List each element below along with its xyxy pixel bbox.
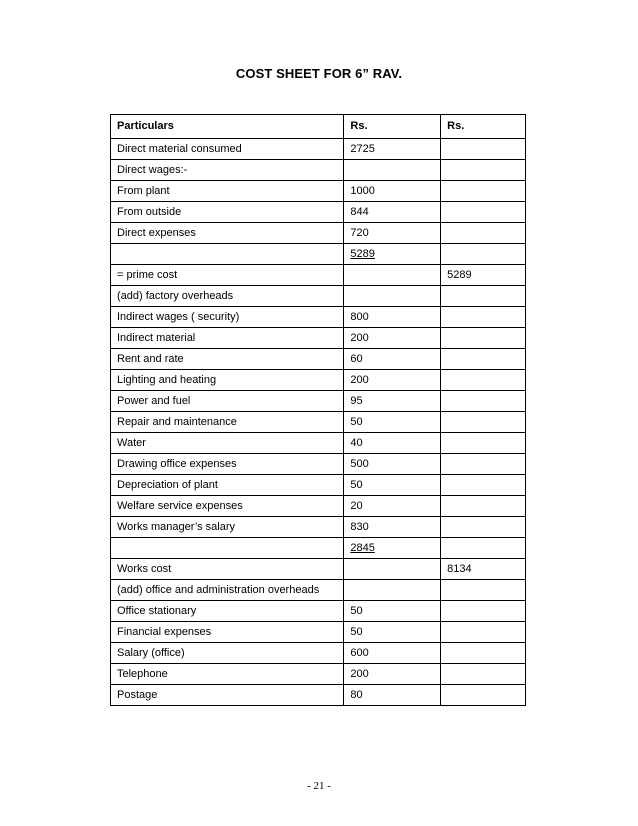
cell-rs-1 xyxy=(344,160,441,181)
cell-particulars-text: Drawing office expenses xyxy=(117,457,237,470)
cell-particulars-text: Indirect wages ( security) xyxy=(117,310,240,323)
cell-rs-1 xyxy=(344,601,441,622)
cell-rs-2 xyxy=(441,601,526,622)
table-row xyxy=(111,496,526,517)
cell-particulars-text: Salary (office) xyxy=(117,646,185,659)
cell-rs-1 xyxy=(344,538,441,559)
cell-particulars-text: Telephone xyxy=(117,667,168,680)
cell-particulars xyxy=(111,622,344,643)
table-row xyxy=(111,328,526,349)
cell-rs-1-text: 5289 xyxy=(350,247,375,260)
table-header-row xyxy=(111,115,526,139)
cell-rs-1 xyxy=(344,517,441,538)
cell-particulars-text: Financial expenses xyxy=(117,625,212,638)
cost-sheet-table xyxy=(110,114,526,706)
table-row xyxy=(111,160,526,181)
cell-rs-1-text: 830 xyxy=(350,520,369,533)
cell-particulars-text: (add) factory overheads xyxy=(117,289,234,302)
cell-rs-1 xyxy=(344,454,441,475)
cell-rs-2 xyxy=(441,475,526,496)
cell-particulars xyxy=(111,454,344,475)
cell-rs-2 xyxy=(441,391,526,412)
cell-particulars-text: = prime cost xyxy=(117,268,178,281)
cell-particulars-text: Welfare service expenses xyxy=(117,499,243,512)
cell-particulars-text: Water xyxy=(117,436,146,449)
cell-rs-2-text: 8134 xyxy=(447,562,472,575)
cell-particulars-text: Office stationary xyxy=(117,604,197,617)
cell-rs-1 xyxy=(344,664,441,685)
cell-particulars xyxy=(111,643,344,664)
cell-particulars xyxy=(111,328,344,349)
cell-rs-2 xyxy=(441,559,526,580)
cell-rs-1-text: 95 xyxy=(350,394,363,407)
cell-rs-2 xyxy=(441,517,526,538)
header-particulars: Particulars xyxy=(111,115,344,139)
cell-particulars xyxy=(111,370,344,391)
cell-rs-2 xyxy=(441,664,526,685)
cell-particulars-text: Repair and maintenance xyxy=(117,415,237,428)
cell-rs-1-text: 20 xyxy=(350,499,363,512)
cell-particulars xyxy=(111,496,344,517)
cell-particulars xyxy=(111,538,344,559)
table-row xyxy=(111,181,526,202)
cell-particulars xyxy=(111,391,344,412)
cell-rs-1-text: 200 xyxy=(350,373,369,386)
cell-rs-2 xyxy=(441,202,526,223)
cell-rs-2 xyxy=(441,370,526,391)
cell-rs-1-text: 500 xyxy=(350,457,369,470)
cell-particulars xyxy=(111,181,344,202)
cell-particulars xyxy=(111,307,344,328)
cell-particulars-text: Lighting and heating xyxy=(117,373,217,386)
page-title: COST SHEET FOR 6” RAV. xyxy=(235,66,403,81)
cell-rs-1-text: 800 xyxy=(350,310,369,323)
cell-rs-1 xyxy=(344,244,441,265)
cell-rs-1 xyxy=(344,328,441,349)
cell-particulars xyxy=(111,517,344,538)
table-row xyxy=(111,559,526,580)
table-row xyxy=(111,664,526,685)
cell-particulars-text: Rent and rate xyxy=(117,352,184,365)
cell-particulars xyxy=(111,580,344,601)
table-row xyxy=(111,286,526,307)
table-row xyxy=(111,601,526,622)
cell-rs-2 xyxy=(441,328,526,349)
cell-rs-1-text: 600 xyxy=(350,646,369,659)
cell-particulars xyxy=(111,244,344,265)
cell-particulars xyxy=(111,601,344,622)
cell-rs-2 xyxy=(441,685,526,706)
cell-rs-2 xyxy=(441,580,526,601)
cell-particulars xyxy=(111,664,344,685)
cell-rs-1-text: 80 xyxy=(350,688,363,701)
cell-particulars-text: Direct wages:- xyxy=(117,163,188,176)
cell-rs-1-text: 200 xyxy=(350,667,369,680)
cell-rs-1-text: 2845 xyxy=(350,541,375,554)
table-row xyxy=(111,391,526,412)
cell-particulars xyxy=(111,475,344,496)
cell-particulars-text: Direct expenses xyxy=(117,226,196,239)
cell-rs-2 xyxy=(441,181,526,202)
cell-rs-2 xyxy=(441,286,526,307)
cell-rs-2 xyxy=(441,307,526,328)
table-row xyxy=(111,433,526,454)
cell-particulars xyxy=(111,433,344,454)
cell-rs-1 xyxy=(344,412,441,433)
cell-rs-1-text: 844 xyxy=(350,205,369,218)
cell-rs-2 xyxy=(441,223,526,244)
cell-rs-2 xyxy=(441,538,526,559)
cell-particulars-text: Direct material consumed xyxy=(117,142,242,155)
cell-rs-1 xyxy=(344,139,441,160)
table-row xyxy=(111,475,526,496)
page-number: - 21 - xyxy=(307,780,331,792)
cell-rs-1 xyxy=(344,349,441,370)
cell-rs-2 xyxy=(441,244,526,265)
cell-rs-1-text: 60 xyxy=(350,352,363,365)
cell-particulars-text: Postage xyxy=(117,688,158,701)
table-row xyxy=(111,244,526,265)
cell-particulars xyxy=(111,559,344,580)
cell-particulars xyxy=(111,286,344,307)
table-row xyxy=(111,307,526,328)
table-row xyxy=(111,370,526,391)
cell-particulars xyxy=(111,685,344,706)
cell-rs-2 xyxy=(441,139,526,160)
table-row xyxy=(111,139,526,160)
cell-rs-1 xyxy=(344,370,441,391)
cell-rs-1-text: 50 xyxy=(350,478,363,491)
cell-rs-1 xyxy=(344,559,441,580)
cell-rs-2 xyxy=(441,160,526,181)
cell-rs-1 xyxy=(344,202,441,223)
table-row xyxy=(111,685,526,706)
cell-particulars xyxy=(111,412,344,433)
cell-particulars xyxy=(111,265,344,286)
table-row xyxy=(111,580,526,601)
cell-particulars-text: Indirect material xyxy=(117,331,196,344)
cell-rs-1-text: 720 xyxy=(350,226,369,239)
cell-particulars-text: From outside xyxy=(117,205,182,218)
cell-rs-2 xyxy=(441,643,526,664)
cell-rs-1 xyxy=(344,643,441,664)
table-row xyxy=(111,265,526,286)
table-row xyxy=(111,622,526,643)
cell-rs-1 xyxy=(344,433,441,454)
table-row xyxy=(111,223,526,244)
cell-particulars-text: (add) office and administration overheads xyxy=(117,583,320,596)
cell-rs-1 xyxy=(344,307,441,328)
table-row xyxy=(111,517,526,538)
table-row xyxy=(111,538,526,559)
cell-particulars-text: Works cost xyxy=(117,562,172,575)
cell-rs-1 xyxy=(344,475,441,496)
table-row xyxy=(111,202,526,223)
cell-rs-1-text: 50 xyxy=(350,415,363,428)
cell-rs-2-text: 5289 xyxy=(447,268,472,281)
cell-particulars xyxy=(111,139,344,160)
cell-particulars-text: From plant xyxy=(117,184,170,197)
cell-rs-1 xyxy=(344,685,441,706)
cell-particulars xyxy=(111,202,344,223)
cell-particulars-text: Power and fuel xyxy=(117,394,191,407)
cell-rs-1-text: 2725 xyxy=(350,142,375,155)
table-row xyxy=(111,454,526,475)
cell-rs-1 xyxy=(344,580,441,601)
cell-rs-1-text: 50 xyxy=(350,625,363,638)
cell-particulars xyxy=(111,349,344,370)
cell-rs-1 xyxy=(344,265,441,286)
table-row xyxy=(111,349,526,370)
cell-rs-1-text: 40 xyxy=(350,436,363,449)
cell-particulars xyxy=(111,160,344,181)
cell-rs-1-text: 200 xyxy=(350,331,369,344)
table-row xyxy=(111,643,526,664)
cell-particulars-text: Depreciation of plant xyxy=(117,478,218,491)
cell-rs-1 xyxy=(344,286,441,307)
table-row xyxy=(111,412,526,433)
cell-particulars-text: Works manager’s salary xyxy=(117,520,235,533)
cell-rs-2 xyxy=(441,454,526,475)
cell-rs-2 xyxy=(441,265,526,286)
cell-rs-1 xyxy=(344,622,441,643)
cell-rs-2 xyxy=(441,349,526,370)
cell-rs-1-text: 1000 xyxy=(350,184,375,197)
cell-rs-1 xyxy=(344,496,441,517)
cell-particulars xyxy=(111,223,344,244)
cell-rs-1 xyxy=(344,181,441,202)
cell-rs-2 xyxy=(441,496,526,517)
cell-rs-2 xyxy=(441,412,526,433)
header-rs-1: Rs. xyxy=(344,115,441,139)
cell-rs-1 xyxy=(344,223,441,244)
cell-rs-1-text: 50 xyxy=(350,604,363,617)
cell-rs-2 xyxy=(441,433,526,454)
cell-rs-1 xyxy=(344,391,441,412)
header-rs-2: Rs. xyxy=(441,115,526,139)
cell-rs-2 xyxy=(441,622,526,643)
